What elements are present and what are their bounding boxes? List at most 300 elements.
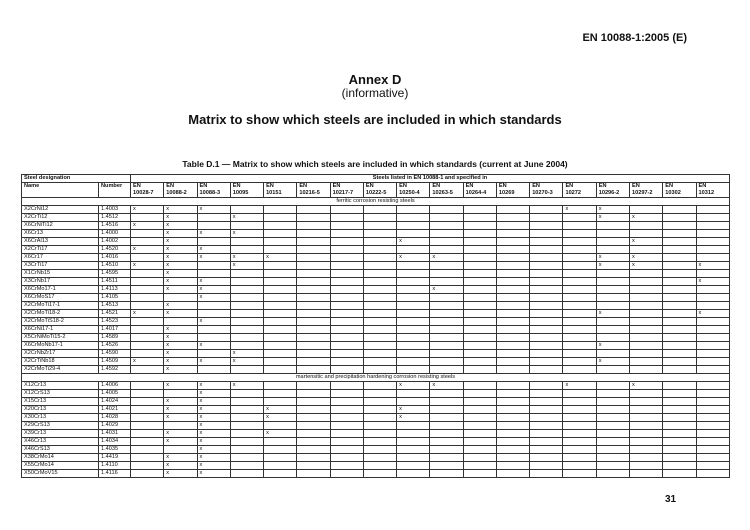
empty-cell <box>297 270 330 278</box>
empty-cell <box>363 382 396 390</box>
empty-cell <box>696 406 729 414</box>
empty-cell <box>663 238 696 246</box>
empty-cell <box>463 390 496 398</box>
empty-cell <box>563 270 596 278</box>
table-row <box>22 398 730 406</box>
empty-cell <box>397 246 430 254</box>
empty-cell <box>363 406 396 414</box>
empty-cell <box>696 462 729 470</box>
empty-cell <box>596 446 629 454</box>
empty-cell <box>297 214 330 222</box>
empty-cell <box>463 238 496 246</box>
inclusion-mark: x <box>197 446 230 454</box>
empty-cell <box>496 286 529 294</box>
empty-cell <box>297 238 330 246</box>
empty-cell <box>363 230 396 238</box>
empty-cell <box>131 454 164 462</box>
empty-cell <box>663 414 696 422</box>
empty-cell <box>397 470 430 478</box>
inclusion-mark: x <box>430 254 463 262</box>
steel-number: 1.4590 <box>99 350 131 358</box>
empty-cell <box>663 422 696 430</box>
empty-cell <box>197 310 230 318</box>
empty-cell <box>563 278 596 286</box>
steel-number: 1.4035 <box>99 446 131 454</box>
empty-cell <box>629 350 662 358</box>
steel-name: X2CrNi12 <box>22 206 99 214</box>
empty-cell <box>696 222 729 230</box>
empty-cell <box>430 438 463 446</box>
inclusion-mark: x <box>197 414 230 422</box>
empty-cell <box>629 358 662 366</box>
empty-cell <box>563 326 596 334</box>
empty-cell <box>530 294 563 302</box>
table-row <box>22 422 730 430</box>
empty-cell <box>430 358 463 366</box>
empty-cell <box>563 446 596 454</box>
steel-number: 1.4595 <box>99 270 131 278</box>
empty-cell <box>496 358 529 366</box>
section-title: ferritic corrosion resisting steels <box>22 198 730 206</box>
empty-cell <box>131 230 164 238</box>
empty-cell <box>563 350 596 358</box>
inclusion-mark: x <box>197 278 230 286</box>
empty-cell <box>264 262 297 270</box>
standard-column-header: EN 10250-4 <box>397 183 430 198</box>
empty-cell <box>230 398 263 406</box>
empty-cell <box>530 302 563 310</box>
empty-cell <box>463 294 496 302</box>
steel-name: X6CrAl13 <box>22 238 99 246</box>
empty-cell <box>463 214 496 222</box>
empty-cell <box>496 302 529 310</box>
empty-cell <box>430 302 463 310</box>
empty-cell <box>530 406 563 414</box>
empty-cell <box>230 422 263 430</box>
inclusion-mark: x <box>164 270 197 278</box>
empty-cell <box>463 230 496 238</box>
empty-cell <box>297 358 330 366</box>
inclusion-mark: x <box>197 318 230 326</box>
empty-cell <box>197 262 230 270</box>
annex-heading: Matrix to show which steels are included in which standards <box>188 112 562 127</box>
empty-cell <box>596 286 629 294</box>
empty-cell <box>696 350 729 358</box>
steel-number: 1.4016 <box>99 254 131 262</box>
empty-cell <box>463 366 496 374</box>
steel-number: 1.4002 <box>99 238 131 246</box>
inclusion-mark: x <box>696 262 729 270</box>
empty-cell <box>230 438 263 446</box>
empty-cell <box>663 366 696 374</box>
inclusion-mark: x <box>397 406 430 414</box>
empty-cell <box>363 422 396 430</box>
empty-cell <box>563 246 596 254</box>
empty-cell <box>264 222 297 230</box>
table-row <box>22 318 730 326</box>
steel-name: X2CrMoTi17-1 <box>22 302 99 310</box>
empty-cell <box>596 398 629 406</box>
empty-cell <box>264 446 297 454</box>
empty-cell <box>496 246 529 254</box>
inclusion-mark: x <box>230 358 263 366</box>
empty-cell <box>596 270 629 278</box>
table-row <box>22 430 730 438</box>
inclusion-mark: x <box>264 430 297 438</box>
empty-cell <box>297 422 330 430</box>
inclusion-mark: x <box>197 390 230 398</box>
empty-cell <box>596 294 629 302</box>
empty-cell <box>131 366 164 374</box>
empty-cell <box>397 390 430 398</box>
empty-cell <box>330 350 363 358</box>
inclusion-mark: x <box>164 470 197 478</box>
empty-cell <box>696 358 729 366</box>
empty-cell <box>696 302 729 310</box>
empty-cell <box>696 342 729 350</box>
empty-cell <box>629 302 662 310</box>
empty-cell <box>230 454 263 462</box>
steel-name: X3CrNb17 <box>22 278 99 286</box>
empty-cell <box>131 438 164 446</box>
empty-cell <box>530 222 563 230</box>
empty-cell <box>264 214 297 222</box>
empty-cell <box>397 302 430 310</box>
empty-cell <box>131 350 164 358</box>
empty-cell <box>496 430 529 438</box>
empty-cell <box>663 206 696 214</box>
inclusion-mark: x <box>197 454 230 462</box>
empty-cell <box>430 238 463 246</box>
empty-cell <box>496 214 529 222</box>
steel-number: 1.4113 <box>99 286 131 294</box>
empty-cell <box>596 366 629 374</box>
empty-cell <box>663 398 696 406</box>
empty-cell <box>530 230 563 238</box>
inclusion-mark: x <box>629 238 662 246</box>
empty-cell <box>696 326 729 334</box>
empty-cell <box>463 334 496 342</box>
empty-cell <box>297 390 330 398</box>
empty-cell <box>629 246 662 254</box>
empty-cell <box>230 270 263 278</box>
inclusion-mark: x <box>629 382 662 390</box>
empty-cell <box>397 438 430 446</box>
empty-cell <box>264 278 297 286</box>
empty-cell <box>131 286 164 294</box>
empty-cell <box>463 438 496 446</box>
empty-cell <box>696 390 729 398</box>
empty-cell <box>430 334 463 342</box>
empty-cell <box>563 390 596 398</box>
empty-cell <box>430 246 463 254</box>
empty-cell <box>463 318 496 326</box>
inclusion-mark: x <box>164 214 197 222</box>
inclusion-mark: x <box>596 358 629 366</box>
empty-cell <box>696 366 729 374</box>
table-row <box>22 246 730 254</box>
inclusion-mark: x <box>164 342 197 350</box>
empty-cell <box>463 286 496 294</box>
empty-cell <box>264 246 297 254</box>
empty-cell <box>397 206 430 214</box>
table-row <box>22 302 730 310</box>
steel-name: X12Cr13 <box>22 382 99 390</box>
empty-cell <box>264 422 297 430</box>
empty-cell <box>596 406 629 414</box>
empty-cell <box>629 414 662 422</box>
steel-number: 1.4110 <box>99 462 131 470</box>
section-row <box>22 374 730 382</box>
empty-cell <box>463 462 496 470</box>
empty-cell <box>330 246 363 254</box>
empty-cell <box>330 230 363 238</box>
empty-cell <box>230 246 263 254</box>
empty-cell <box>629 286 662 294</box>
standard-column-header: EN 10088-3 <box>197 183 230 198</box>
steel-number: 1.4021 <box>99 406 131 414</box>
empty-cell <box>330 390 363 398</box>
empty-cell <box>696 230 729 238</box>
empty-cell <box>197 366 230 374</box>
empty-cell <box>563 342 596 350</box>
empty-cell <box>363 246 396 254</box>
standard-column-header: EN 10264-4 <box>463 183 496 198</box>
empty-cell <box>629 318 662 326</box>
inclusion-mark: x <box>164 366 197 374</box>
steel-name: X6CrMoS17 <box>22 294 99 302</box>
empty-cell <box>297 222 330 230</box>
steel-name: X20Cr13 <box>22 406 99 414</box>
empty-cell <box>397 462 430 470</box>
empty-cell <box>663 222 696 230</box>
steel-name: X50CrMoV15 <box>22 470 99 478</box>
empty-cell <box>530 270 563 278</box>
empty-cell <box>496 310 529 318</box>
empty-cell <box>530 342 563 350</box>
standard-column-header: EN 10222-5 <box>363 183 396 198</box>
empty-cell <box>397 318 430 326</box>
empty-cell <box>663 270 696 278</box>
empty-cell <box>463 398 496 406</box>
empty-cell <box>297 342 330 350</box>
inclusion-mark: x <box>197 430 230 438</box>
table-row <box>22 406 730 414</box>
empty-cell <box>397 310 430 318</box>
empty-cell <box>696 214 729 222</box>
empty-cell <box>663 214 696 222</box>
steel-number: 1.4005 <box>99 390 131 398</box>
empty-cell <box>430 214 463 222</box>
empty-cell <box>297 398 330 406</box>
empty-cell <box>363 222 396 230</box>
empty-cell <box>563 222 596 230</box>
empty-cell <box>530 382 563 390</box>
empty-cell <box>230 390 263 398</box>
steel-name: X5CrNiMoTi15-2 <box>22 334 99 342</box>
empty-cell <box>330 382 363 390</box>
table-row <box>22 334 730 342</box>
empty-cell <box>530 310 563 318</box>
table-row <box>22 310 730 318</box>
steel-name: X3CrTi17 <box>22 262 99 270</box>
empty-cell <box>363 254 396 262</box>
steel-number: 1.4031 <box>99 430 131 438</box>
inclusion-mark: x <box>197 206 230 214</box>
empty-cell <box>397 326 430 334</box>
empty-cell <box>696 438 729 446</box>
empty-cell <box>330 398 363 406</box>
empty-cell <box>430 470 463 478</box>
empty-cell <box>463 278 496 286</box>
inclusion-mark: x <box>596 206 629 214</box>
empty-cell <box>230 206 263 214</box>
empty-cell <box>629 334 662 342</box>
empty-cell <box>496 318 529 326</box>
empty-cell <box>430 350 463 358</box>
empty-cell <box>496 454 529 462</box>
empty-cell <box>330 222 363 230</box>
empty-cell <box>696 422 729 430</box>
empty-cell <box>663 318 696 326</box>
empty-cell <box>363 206 396 214</box>
empty-cell <box>463 414 496 422</box>
empty-cell <box>264 206 297 214</box>
inclusion-mark: x <box>629 262 662 270</box>
empty-cell <box>596 326 629 334</box>
empty-cell <box>596 302 629 310</box>
inclusion-mark: x <box>596 342 629 350</box>
inclusion-mark: x <box>629 214 662 222</box>
empty-cell <box>663 334 696 342</box>
empty-cell <box>363 302 396 310</box>
inclusion-mark: x <box>197 406 230 414</box>
empty-cell <box>463 310 496 318</box>
standard-column-header: EN 10028-7 <box>131 183 164 198</box>
empty-cell <box>164 318 197 326</box>
inclusion-mark: x <box>164 302 197 310</box>
steel-number: 1.4510 <box>99 262 131 270</box>
table-row <box>22 222 730 230</box>
empty-cell <box>530 246 563 254</box>
empty-cell <box>131 238 164 246</box>
empty-cell <box>264 454 297 462</box>
inclusion-mark: x <box>397 254 430 262</box>
steel-number: 1.4029 <box>99 422 131 430</box>
empty-cell <box>430 310 463 318</box>
steel-number: 1.4521 <box>99 310 131 318</box>
empty-cell <box>696 446 729 454</box>
empty-cell <box>397 230 430 238</box>
empty-cell <box>629 206 662 214</box>
steel-name: X39Cr13 <box>22 430 99 438</box>
empty-cell <box>363 286 396 294</box>
standard-column-header: EN 10297-2 <box>629 183 662 198</box>
standard-column-header: EN 10088-2 <box>164 183 197 198</box>
empty-cell <box>496 262 529 270</box>
standard-column-header: EN 10312 <box>696 183 729 198</box>
empty-cell <box>530 462 563 470</box>
inclusion-mark: x <box>164 430 197 438</box>
empty-cell <box>530 454 563 462</box>
empty-cell <box>463 422 496 430</box>
inclusion-mark: x <box>430 286 463 294</box>
empty-cell <box>496 438 529 446</box>
empty-cell <box>663 302 696 310</box>
empty-cell <box>330 318 363 326</box>
empty-cell <box>330 238 363 246</box>
empty-cell <box>264 326 297 334</box>
inclusion-mark: x <box>230 382 263 390</box>
empty-cell <box>363 438 396 446</box>
inclusion-mark: x <box>164 382 197 390</box>
empty-cell <box>629 366 662 374</box>
empty-cell <box>363 294 396 302</box>
empty-cell <box>530 286 563 294</box>
inclusion-mark: x <box>164 350 197 358</box>
steel-name: X46CrS13 <box>22 446 99 454</box>
table-row <box>22 326 730 334</box>
empty-cell <box>264 342 297 350</box>
steel-number: 1.4028 <box>99 414 131 422</box>
empty-cell <box>397 422 430 430</box>
empty-cell <box>297 230 330 238</box>
empty-cell <box>397 398 430 406</box>
empty-cell <box>696 382 729 390</box>
empty-cell <box>297 438 330 446</box>
steel-number: 1.4000 <box>99 230 131 238</box>
empty-cell <box>363 390 396 398</box>
empty-cell <box>430 326 463 334</box>
empty-cell <box>530 350 563 358</box>
empty-cell <box>596 438 629 446</box>
empty-cell <box>131 334 164 342</box>
inclusion-mark: x <box>197 470 230 478</box>
steel-number: 1.4592 <box>99 366 131 374</box>
inclusion-mark: x <box>164 462 197 470</box>
empty-cell <box>430 462 463 470</box>
empty-cell <box>363 454 396 462</box>
empty-cell <box>330 414 363 422</box>
empty-cell <box>330 470 363 478</box>
empty-cell <box>663 430 696 438</box>
empty-cell <box>463 206 496 214</box>
empty-cell <box>663 406 696 414</box>
empty-cell <box>463 262 496 270</box>
table-row <box>22 270 730 278</box>
empty-cell <box>363 430 396 438</box>
empty-cell <box>696 454 729 462</box>
empty-cell <box>397 222 430 230</box>
empty-cell <box>197 326 230 334</box>
empty-cell <box>164 422 197 430</box>
empty-cell <box>530 254 563 262</box>
inclusion-mark: x <box>197 398 230 406</box>
empty-cell <box>330 446 363 454</box>
empty-cell <box>330 286 363 294</box>
empty-cell <box>629 398 662 406</box>
empty-cell <box>463 342 496 350</box>
empty-cell <box>330 302 363 310</box>
empty-cell <box>530 414 563 422</box>
empty-cell <box>596 454 629 462</box>
empty-cell <box>629 310 662 318</box>
empty-cell <box>297 326 330 334</box>
empty-cell <box>629 446 662 454</box>
empty-cell <box>131 422 164 430</box>
empty-cell <box>596 462 629 470</box>
empty-cell <box>663 470 696 478</box>
